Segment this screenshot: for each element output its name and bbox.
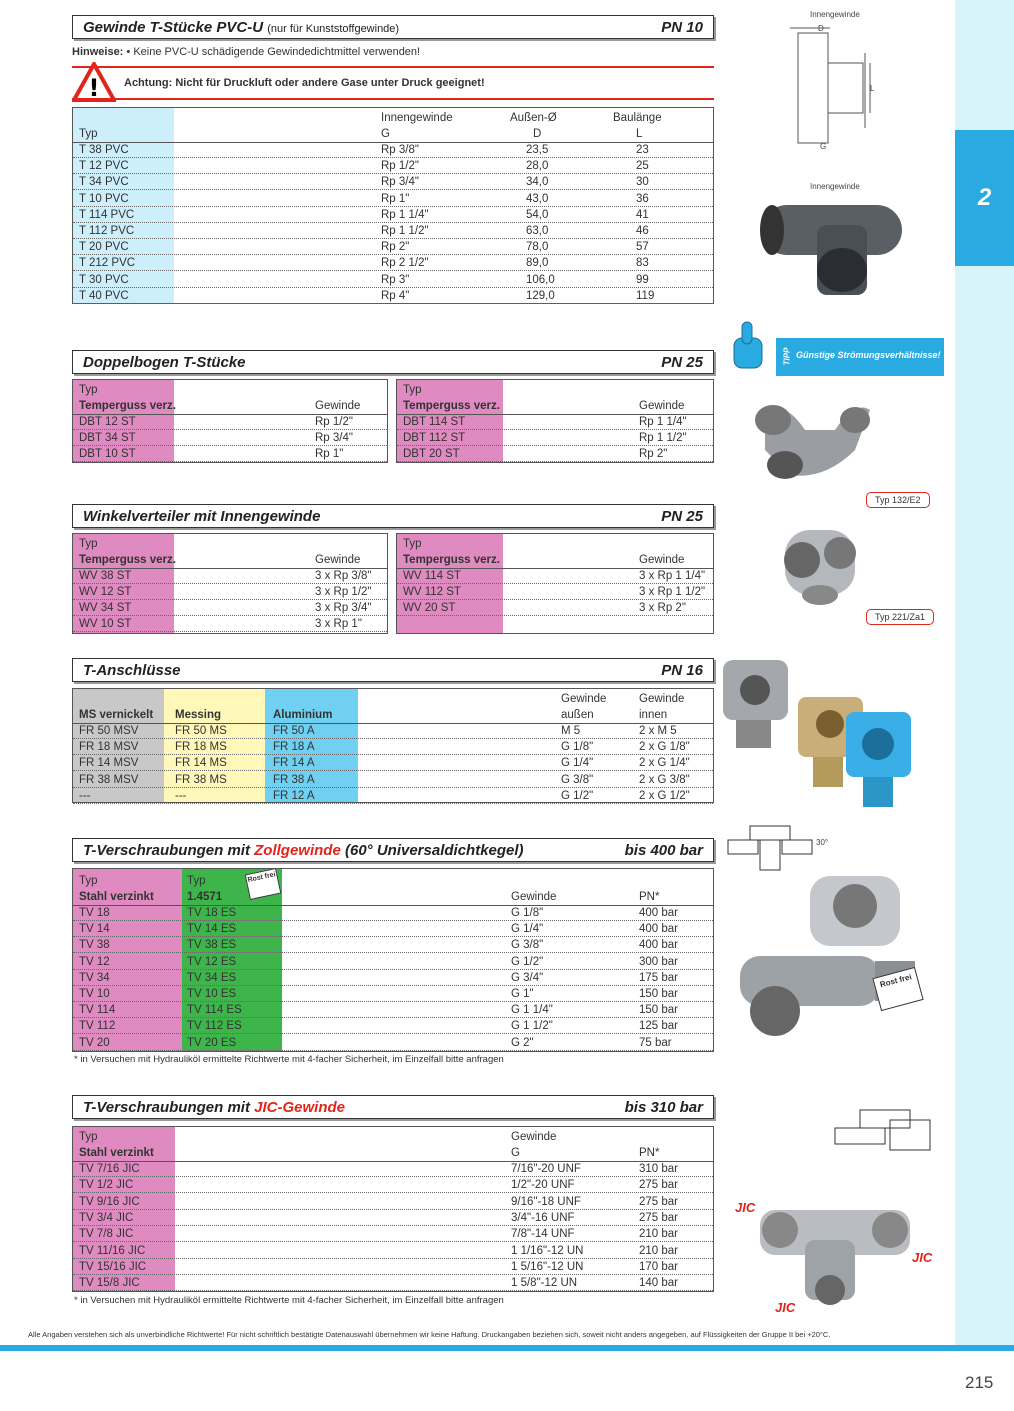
table-row bbox=[73, 1210, 713, 1226]
drawing-label-bottom: Innengewinde bbox=[810, 182, 860, 191]
cell: Rp 1" bbox=[315, 448, 344, 460]
cell: 300 bar bbox=[639, 955, 679, 968]
table-wv-right: Typ Temperguss verz. Gewinde WV 114 ST 3 x Rp 1 1/4" WV 112 ST 3 x Rp 1 1/2" WV 20 ST 3 x Rp 2" bbox=[396, 533, 714, 634]
cell: TV 3/4 JIC bbox=[79, 1211, 134, 1224]
table-row bbox=[73, 191, 713, 207]
cell: FR 14 MSV bbox=[79, 757, 139, 770]
table-wv-left: Typ Temperguss verz. Gewinde WV 38 ST 3 x Rp 3/8" WV 12 ST 3 x Rp 1/2" WV 34 ST 3 x Rp 3/4" WV 10 ST 3 x Rp 1" bbox=[72, 533, 388, 634]
cell: 99 bbox=[636, 273, 649, 286]
section-title-jic: T-Verschraubungen mit JIC-Gewinde bis 310 bar bbox=[72, 1095, 714, 1119]
table-row bbox=[73, 414, 387, 430]
cell: 150 bar bbox=[639, 988, 679, 1000]
cell: TV 34 bbox=[79, 971, 110, 984]
table-zollgewinde: Typ Stahl verzinkt Typ 1.4571 Rost frei Gewinde PN* TV 18 TV 18 ES G 1/8" 400 bar TV 14 TV 14 ES G 1/4" 400 bar TV 38 TV 38 ES G 3/8" 400 bar TV 12 TV 12 ES G 1/2" 300 bar TV 34 TV 34 ES G 3/4" 175 bar TV 10 TV 10 ES G 1" 150 bar TV 114 TV 114 ES G 1 1/4" 150 bar TV 112 TV 112 ES G 1 1/2" 125 bar TV 20 TV 20 ES G 2" 75 bar bbox=[72, 868, 714, 1052]
jic-label-2: JIC bbox=[912, 1250, 933, 1265]
table-row bbox=[73, 1018, 713, 1034]
cell: DBT 34 ST bbox=[79, 432, 136, 444]
table-jic: Typ Stahl verzinkt Gewinde G PN* TV 7/16 JIC 7/16"-20 UNF 310 bar TV 1/2 JIC 1/2"-20 UNF 275 bar TV 9/16 JIC 9/16"-18 UNF 275 bar TV 3/4 JIC 3/4"-16 UNF 275 bar TV 7/8 JIC 7/8"-14 UNF 210 bar TV 11/16 JIC 1 1/16"-12 UN 210 bar TV 15/16 JIC 1 5/16"-12 UN 170 bar TV 15/8 JIC 1 5/8"-12 UN 140 bar bbox=[72, 1126, 714, 1292]
table-row bbox=[73, 954, 713, 970]
table-row bbox=[73, 1259, 713, 1275]
cell: 63,0 bbox=[526, 225, 549, 237]
cell: FR 12 A bbox=[273, 789, 315, 802]
cell: FR 18 MS bbox=[175, 741, 227, 754]
cell: 3 x Rp 1 1/4" bbox=[639, 570, 706, 582]
cell: 9/16"-18 UNF bbox=[511, 1195, 581, 1208]
cell: DBT 12 ST bbox=[79, 416, 136, 428]
cell: Rp 2 1/2" bbox=[381, 257, 429, 270]
table-row bbox=[73, 723, 713, 739]
cell: 57 bbox=[636, 241, 649, 254]
cell: Rp 1/2" bbox=[381, 160, 419, 173]
cell: 75 bar bbox=[639, 1036, 672, 1049]
drawing-label-top: Innengewinde bbox=[810, 10, 860, 19]
jic-label-1: JIC bbox=[735, 1200, 756, 1215]
cell: T 40 PVC bbox=[79, 289, 129, 302]
cell: 275 bar bbox=[639, 1195, 679, 1208]
cell: 400 bar bbox=[639, 907, 679, 919]
cell: TV 9/16 JIC bbox=[79, 1195, 140, 1208]
cell: 3 x Rp 3/4" bbox=[315, 602, 372, 614]
cell: WV 12 ST bbox=[79, 586, 132, 598]
cell: 3 x Rp 2" bbox=[639, 602, 686, 614]
cell: TV 112 ES bbox=[187, 1020, 242, 1033]
note-zoll: * in Versuchen mit Hydrauliköl ermittelte Richtwerte mit 4-facher Sicherheit, im Einzelfall bitte anfragen bbox=[74, 1054, 504, 1065]
t-anschluesse-photo bbox=[718, 652, 918, 812]
cell: FR 50 MSV bbox=[79, 725, 139, 737]
jic-drawing bbox=[830, 1100, 940, 1170]
cell: 2 x G 1/4" bbox=[639, 757, 690, 770]
cell: --- bbox=[175, 789, 187, 802]
table-row bbox=[397, 414, 713, 430]
cell: Rp 3/4" bbox=[315, 432, 353, 444]
warning-icon bbox=[72, 62, 116, 104]
cell: 400 bar bbox=[639, 939, 679, 952]
cell: G 3/8" bbox=[511, 939, 544, 952]
cell: 83 bbox=[636, 257, 649, 270]
cell: 310 bar bbox=[639, 1163, 679, 1175]
table-row bbox=[73, 600, 387, 616]
table-row bbox=[397, 430, 713, 446]
cell: TV 7/8 JIC bbox=[79, 1228, 134, 1241]
cell: TV 20 ES bbox=[187, 1036, 237, 1049]
cell: 28,0 bbox=[526, 160, 549, 173]
cell: G 1 1/4" bbox=[511, 1004, 553, 1017]
cell: WV 10 ST bbox=[79, 618, 132, 630]
table-row bbox=[73, 288, 713, 304]
zoll-photo bbox=[735, 866, 935, 1056]
cell: FR 14 MS bbox=[175, 757, 227, 770]
cell: TV 15/8 JIC bbox=[79, 1277, 140, 1290]
cell: Rp 2" bbox=[639, 448, 668, 460]
cell: FR 38 MS bbox=[175, 773, 227, 786]
cell: G 1" bbox=[511, 988, 534, 1000]
cell: G 1/8" bbox=[511, 907, 544, 919]
table-row bbox=[73, 970, 713, 986]
cell: T 30 PVC bbox=[79, 273, 129, 286]
cell: TV 18 bbox=[79, 907, 110, 919]
warning-box bbox=[72, 66, 714, 100]
cell: 78,0 bbox=[526, 241, 549, 254]
cell: FR 50 MS bbox=[175, 725, 227, 737]
cell: 3 x Rp 1 1/2" bbox=[639, 586, 706, 598]
cell: Rp 1/2" bbox=[315, 416, 353, 428]
cell: Rp 1 1/4" bbox=[639, 416, 687, 428]
cell: 2 x G 3/8" bbox=[639, 773, 690, 786]
cell: Rp 1 1/2" bbox=[381, 225, 429, 237]
cell: TV 20 bbox=[79, 1036, 110, 1049]
table-row bbox=[73, 1194, 713, 1210]
cell: DBT 114 ST bbox=[403, 416, 466, 428]
cell: T 34 PVC bbox=[79, 176, 129, 189]
cell: --- bbox=[79, 789, 91, 802]
cell: Rp 1" bbox=[381, 192, 410, 205]
cell: 1 5/16"-12 UN bbox=[511, 1260, 584, 1273]
cell: T 112 PVC bbox=[79, 225, 135, 237]
thumbs-up-icon bbox=[724, 318, 774, 374]
cell: 129,0 bbox=[526, 289, 555, 302]
cell: 210 bar bbox=[639, 1244, 679, 1257]
cell: 175 bar bbox=[639, 971, 679, 984]
table-dbt-left: Typ Temperguss verz. Gewinde DBT 12 ST Rp 1/2" DBT 34 ST Rp 3/4" DBT 10 ST Rp 1" bbox=[72, 379, 388, 463]
cell: 3 x Rp 3/8" bbox=[315, 570, 372, 582]
cell: G 1/2" bbox=[511, 955, 544, 968]
cell: G 1/4" bbox=[511, 923, 544, 936]
cell: 106,0 bbox=[526, 273, 555, 286]
cell: T 10 PVC bbox=[79, 192, 129, 205]
table-row bbox=[73, 584, 387, 600]
cell: 1/2"-20 UNF bbox=[511, 1179, 575, 1192]
cell: T 12 PVC bbox=[79, 160, 129, 173]
rostfrei-badge: Rost frei bbox=[245, 868, 282, 900]
cell: 2 x G 1/8" bbox=[639, 741, 690, 754]
table-t-anschluesse: MS vernickelt Messing Aluminium Gewinde außen Gewinde innen FR 50 MSV FR 50 MS FR 50 A M 5 2 x M 5 FR 18 MSV FR 18 MS FR 18 A G 1/8" 2 x G 1/8" FR 14 MSV FR 14 MS FR 14 A G 1/4" 2 x G 1/4" FR 38 MSV FR 38 MS FR 38 A G 3/8" 2 x G 3/8" --- --- FR 12 A G 1/2" 2 x G 1/2" bbox=[72, 688, 714, 803]
cell: 30 bbox=[636, 176, 649, 189]
cell: DBT 112 ST bbox=[403, 432, 466, 444]
rostfrei-badge-photo: Rost frei bbox=[872, 967, 923, 1011]
warning-text: Achtung: Nicht für Druckluft oder andere Gase unter Druck geeignet! bbox=[124, 77, 485, 89]
cell: 46 bbox=[636, 225, 649, 237]
cell: TV 10 ES bbox=[187, 988, 237, 1000]
jic-label-3: JIC bbox=[775, 1300, 796, 1315]
cell: FR 14 A bbox=[273, 757, 315, 770]
cell: DBT 10 ST bbox=[79, 448, 136, 460]
cell: Rp 3/8" bbox=[381, 144, 419, 156]
cell: G 1/4" bbox=[561, 757, 594, 770]
table-row bbox=[73, 616, 387, 632]
cell: WV 38 ST bbox=[79, 570, 132, 582]
cell: T 38 PVC bbox=[79, 144, 129, 156]
pvc-tee-photo bbox=[752, 185, 912, 300]
hinweise: Hinweise: • Keine PVC-U schädigende Gewindedichtmittel verwenden! bbox=[72, 46, 421, 58]
cell: 34,0 bbox=[526, 176, 549, 189]
cell: G 3/8" bbox=[561, 773, 594, 786]
table-row bbox=[73, 430, 387, 446]
cell: TV 114 ES bbox=[187, 1004, 242, 1017]
table-row bbox=[73, 937, 713, 953]
cell: 1 5/8"-12 UN bbox=[511, 1277, 578, 1290]
cell: 170 bar bbox=[639, 1260, 679, 1273]
cell: WV 114 ST bbox=[403, 570, 461, 582]
cell: TV 34 ES bbox=[187, 971, 237, 984]
cell: TV 11/16 JIC bbox=[79, 1244, 146, 1257]
table-row bbox=[73, 446, 387, 462]
cell: 7/16"-20 UNF bbox=[511, 1163, 581, 1175]
table-row bbox=[73, 739, 713, 755]
cell: 2 x M 5 bbox=[639, 725, 677, 737]
cell: TV 114 bbox=[79, 1004, 116, 1017]
section-title-doppelbogen: Doppelbogen T-Stücke PN 25 bbox=[72, 350, 714, 374]
table-row bbox=[73, 142, 713, 158]
cell: TV 1/2 JIC bbox=[79, 1179, 134, 1192]
cell: TV 14 ES bbox=[187, 923, 237, 936]
cell: G 1 1/2" bbox=[511, 1020, 553, 1033]
cell: 54,0 bbox=[526, 208, 549, 221]
tipp-banner: TIPP Günstige Strömungsverhältnisse! bbox=[776, 338, 944, 376]
cell: Rp 1 1/4" bbox=[381, 208, 429, 221]
table-pvc: Innengewinde Außen-Ø Baulänge Typ G D L T 38 PVC Rp 3/8" 23,5 23 T 12 PVC Rp 1/2" 28,0 25 T 34 PVC Rp 3/4" 34,0 30 T 10 PVC Rp 1" 43,0 36 T 114 PVC Rp 1 1/4" 54,0 41 T 112 PVC Rp 1 1/2" 63,0 46 T 20 PVC Rp 2" 78,0 57 T 212 PVC Rp 2 1/2" 89,0 83 T 30 PVC Rp 3" 106,0 99 T 40 PVC Rp 4" 129,0 119 bbox=[72, 107, 714, 304]
table-row bbox=[73, 986, 713, 1002]
table-row bbox=[397, 568, 713, 584]
doppelbogen-photo bbox=[745, 390, 875, 490]
cell: 210 bar bbox=[639, 1228, 679, 1241]
table-row bbox=[73, 239, 713, 255]
table-row bbox=[73, 272, 713, 288]
cell: 43,0 bbox=[526, 192, 549, 205]
table-row bbox=[73, 1177, 713, 1193]
cell: WV 112 ST bbox=[403, 586, 461, 598]
cell: 3 x Rp 1/2" bbox=[315, 586, 372, 598]
cell: TV 38 bbox=[79, 939, 110, 952]
cell: Rp 2" bbox=[381, 241, 410, 254]
cell: TV 112 bbox=[79, 1020, 116, 1033]
cell: T 114 PVC bbox=[79, 208, 135, 221]
footer-bar bbox=[0, 1345, 1014, 1351]
cell: FR 18 MSV bbox=[79, 741, 139, 754]
cell: Rp 1 1/2" bbox=[639, 432, 687, 444]
cell: Rp 4" bbox=[381, 289, 410, 302]
table-row bbox=[73, 772, 713, 788]
table-row bbox=[73, 255, 713, 271]
cell: FR 18 A bbox=[273, 741, 315, 754]
table-row bbox=[73, 223, 713, 239]
cell: FR 38 MSV bbox=[79, 773, 139, 786]
table-row bbox=[73, 158, 713, 174]
cell: M 5 bbox=[561, 725, 581, 737]
table-row bbox=[73, 1035, 713, 1051]
winkelverteiler-photo bbox=[770, 515, 870, 610]
section-title-pvc: Gewinde T-Stücke PVC-U (nur für Kunststoffgewinde) PN 10 bbox=[72, 15, 714, 39]
cell: TV 12 bbox=[79, 955, 110, 968]
cell: 89,0 bbox=[526, 257, 549, 270]
cell: TV 18 ES bbox=[187, 907, 237, 919]
cell: Rp 3/4" bbox=[381, 176, 419, 189]
cell: 25 bbox=[636, 160, 649, 173]
cell: 119 bbox=[636, 289, 655, 302]
table-row bbox=[73, 1002, 713, 1018]
cell: G 3/4" bbox=[511, 971, 544, 984]
table-row bbox=[73, 755, 713, 771]
cell: TV 38 ES bbox=[187, 939, 237, 952]
page-number: 215 bbox=[965, 1373, 994, 1392]
cell: TV 15/16 JIC bbox=[79, 1260, 147, 1273]
cell: 400 bar bbox=[639, 923, 679, 936]
cell: DBT 20 ST bbox=[403, 448, 460, 460]
table-row bbox=[73, 568, 387, 584]
table-row bbox=[397, 600, 713, 616]
cell: WV 34 ST bbox=[79, 602, 132, 614]
cell: 2 x G 1/2" bbox=[639, 789, 690, 802]
cell: 23,5 bbox=[526, 144, 549, 156]
cell: 275 bar bbox=[639, 1211, 679, 1224]
table-row bbox=[73, 788, 713, 804]
cell: 275 bar bbox=[639, 1179, 679, 1192]
table-row bbox=[73, 207, 713, 223]
table-row bbox=[73, 1161, 713, 1177]
table-row bbox=[73, 1226, 713, 1242]
table-row bbox=[73, 1275, 713, 1291]
cell: WV 20 ST bbox=[403, 602, 456, 614]
section-title-zollgewinde: T-Verschraubungen mit Zollgewinde (60° Universaldichtkegel) bis 400 bar bbox=[72, 838, 714, 862]
chapter-tab[interactable]: 2 bbox=[955, 130, 1014, 266]
jic-photo bbox=[750, 1180, 920, 1310]
table-row bbox=[73, 174, 713, 190]
cell: G 1/2" bbox=[561, 789, 594, 802]
table-row bbox=[397, 584, 713, 600]
cell: TV 7/16 JIC bbox=[79, 1163, 140, 1175]
section-title-t-anschluesse: T-Anschlüsse PN 16 bbox=[72, 658, 714, 682]
cell: 150 bar bbox=[639, 1004, 679, 1017]
table-dbt-right: Typ Temperguss verz. Gewinde DBT 114 ST Rp 1 1/4" DBT 112 ST Rp 1 1/2" DBT 20 ST Rp 2" bbox=[396, 379, 714, 463]
cell: 23 bbox=[636, 144, 649, 156]
cell: G 1/8" bbox=[561, 741, 594, 754]
cell: T 212 PVC bbox=[79, 257, 136, 270]
typ-label-132: Typ 132/E2 bbox=[866, 492, 930, 508]
cell: 7/8"-14 UNF bbox=[511, 1228, 575, 1241]
cell: 140 bar bbox=[639, 1277, 679, 1290]
table-row bbox=[73, 905, 713, 921]
typ-label-221: Typ 221/Za1 bbox=[866, 609, 934, 625]
cell: 125 bar bbox=[639, 1020, 679, 1033]
cell: G 2" bbox=[511, 1036, 534, 1049]
table-row bbox=[73, 1243, 713, 1259]
cell: FR 50 A bbox=[273, 725, 315, 737]
table-row bbox=[73, 921, 713, 937]
footer-disclaimer: Alle Angaben verstehen sich als unverbindliche Richtwerte! Für nicht schriftlich bestätigte Datenauswahl übernehmen wir keine Haftung. Druckangaben beziehen sich, soweit nicht anders angegeben, auf Flüssigkeiten der Gruppe II bei +20°C. bbox=[28, 1330, 831, 1339]
cell: TV 14 bbox=[79, 923, 110, 936]
cell: 3 x Rp 1" bbox=[315, 618, 362, 630]
pvc-tee-drawing bbox=[770, 8, 900, 188]
cell: TV 12 ES bbox=[187, 955, 237, 968]
svg-text:!: ! bbox=[88, 74, 100, 102]
cell: 36 bbox=[636, 192, 649, 205]
section-title-winkelverteiler: Winkelverteiler mit Innengewinde PN 25 bbox=[72, 504, 714, 528]
cell: 3/4"-16 UNF bbox=[511, 1211, 575, 1224]
table-row bbox=[397, 446, 713, 462]
cell: FR 38 A bbox=[273, 773, 315, 786]
note-jic: * in Versuchen mit Hydrauliköl ermittelte Richtwerte mit 4-facher Sicherheit, im Einzelfall bitte anfragen bbox=[74, 1295, 504, 1306]
cell: 1 1/16"-12 UN bbox=[511, 1244, 584, 1257]
cell: Rp 3" bbox=[381, 273, 410, 286]
cell: TV 10 bbox=[79, 988, 110, 1000]
cell: 41 bbox=[636, 208, 649, 221]
cell: T 20 PVC bbox=[79, 241, 129, 254]
